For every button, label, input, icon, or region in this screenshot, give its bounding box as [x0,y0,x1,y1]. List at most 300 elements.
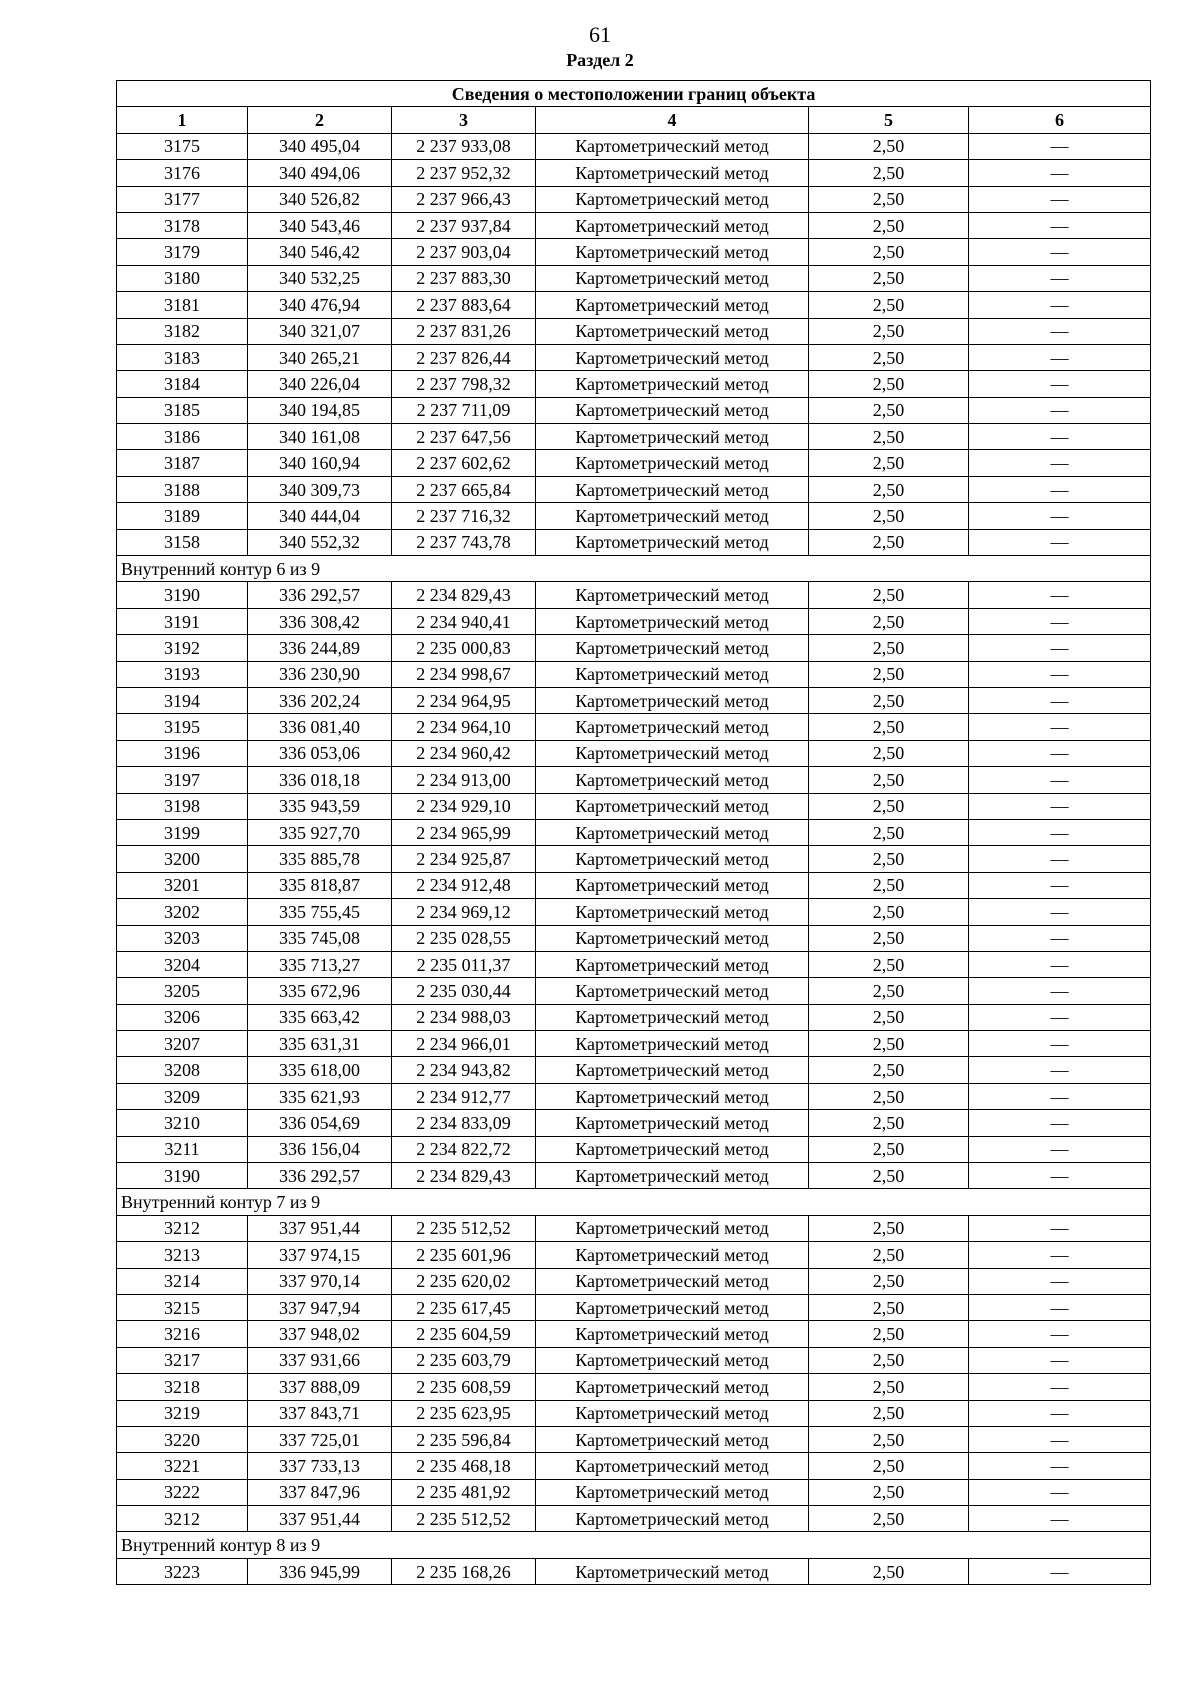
x-coordinate-cell: 337 725,01 [248,1426,392,1452]
method-cell: Картометрический метод [536,740,809,766]
x-coordinate-cell: 336 308,42 [248,608,392,634]
method-cell: Картометрический метод [536,582,809,608]
description-cell: — [969,1110,1151,1136]
accuracy-cell: 2,50 [809,1057,969,1083]
x-coordinate-cell: 340 309,73 [248,476,392,502]
contour-header-row [117,556,1151,582]
x-coordinate-cell: 336 054,69 [248,1110,392,1136]
table-row [117,951,1151,977]
point-number-cell: 3204 [117,951,248,977]
point-number-cell: 3219 [117,1400,248,1426]
description-cell: — [969,793,1151,819]
description-cell: — [969,1136,1151,1162]
description-cell: — [969,186,1151,212]
accuracy-cell: 2,50 [809,951,969,977]
description-cell: — [969,661,1151,687]
y-coordinate-cell: 2 237 966,43 [392,186,536,212]
table-row [117,1242,1151,1268]
contour-label: Внутренний контур 6 из 9 [117,556,1151,582]
y-coordinate-cell: 2 235 512,52 [392,1506,536,1532]
description-cell: — [969,239,1151,265]
accuracy-cell: 2,50 [809,687,969,713]
description-cell: — [969,1426,1151,1452]
y-coordinate-cell: 2 234 965,99 [392,819,536,845]
table-row [117,160,1151,186]
table-row [117,635,1151,661]
point-number-cell: 3158 [117,529,248,555]
description-cell: — [969,951,1151,977]
description-cell: — [969,714,1151,740]
y-coordinate-cell: 2 235 604,59 [392,1321,536,1347]
y-coordinate-cell: 2 234 822,72 [392,1136,536,1162]
description-cell: — [969,344,1151,370]
method-cell: Картометрический метод [536,1321,809,1347]
point-number-cell: 3189 [117,503,248,529]
x-coordinate-cell: 340 526,82 [248,186,392,212]
point-number-cell: 3185 [117,397,248,423]
method-cell: Картометрический метод [536,160,809,186]
accuracy-cell: 2,50 [809,424,969,450]
table-row [117,1558,1151,1584]
method-cell: Картометрический метод [536,292,809,318]
x-coordinate-cell: 340 321,07 [248,318,392,344]
x-coordinate-cell: 337 970,14 [248,1268,392,1294]
table-row [117,1453,1151,1479]
method-cell: Картометрический метод [536,503,809,529]
accuracy-cell: 2,50 [809,1242,969,1268]
accuracy-cell: 2,50 [809,529,969,555]
x-coordinate-cell: 335 713,27 [248,951,392,977]
y-coordinate-cell: 2 237 826,44 [392,344,536,370]
point-number-cell: 3211 [117,1136,248,1162]
table-row [117,1400,1151,1426]
x-coordinate-cell: 337 951,44 [248,1215,392,1241]
point-number-cell: 3187 [117,450,248,476]
accuracy-cell: 2,50 [809,1558,969,1584]
accuracy-cell: 2,50 [809,160,969,186]
method-cell: Картометрический метод [536,1242,809,1268]
point-number-cell: 3217 [117,1347,248,1373]
method-cell: Картометрический метод [536,1083,809,1109]
method-cell: Картометрический метод [536,1453,809,1479]
y-coordinate-cell: 2 234 969,12 [392,899,536,925]
method-cell: Картометрический метод [536,1215,809,1241]
method-cell: Картометрический метод [536,133,809,159]
x-coordinate-cell: 336 230,90 [248,661,392,687]
description-cell: — [969,1347,1151,1373]
table-row [117,793,1151,819]
y-coordinate-cell: 2 235 620,02 [392,1268,536,1294]
point-number-cell: 3209 [117,1083,248,1109]
table-row [117,767,1151,793]
point-number-cell: 3222 [117,1479,248,1505]
description-cell: — [969,1215,1151,1241]
method-cell: Картометрический метод [536,1558,809,1584]
method-cell: Картометрический метод [536,212,809,238]
accuracy-cell: 2,50 [809,1163,969,1189]
description-cell: — [969,1374,1151,1400]
method-cell: Картометрический метод [536,1506,809,1532]
accuracy-cell: 2,50 [809,503,969,529]
point-number-cell: 3213 [117,1242,248,1268]
y-coordinate-cell: 2 234 925,87 [392,846,536,872]
point-number-cell: 3190 [117,1163,248,1189]
x-coordinate-cell: 336 156,04 [248,1136,392,1162]
x-coordinate-cell: 340 546,42 [248,239,392,265]
description-cell: — [969,265,1151,291]
y-coordinate-cell: 2 234 929,10 [392,793,536,819]
x-coordinate-cell: 335 755,45 [248,899,392,925]
y-coordinate-cell: 2 234 829,43 [392,582,536,608]
x-coordinate-cell: 337 888,09 [248,1374,392,1400]
description-cell: — [969,1083,1151,1109]
accuracy-cell: 2,50 [809,925,969,951]
method-cell: Картометрический метод [536,978,809,1004]
column-number: 1 [117,107,248,133]
accuracy-cell: 2,50 [809,1426,969,1452]
y-coordinate-cell: 2 234 998,67 [392,661,536,687]
description-cell: — [969,1479,1151,1505]
method-cell: Картометрический метод [536,1347,809,1373]
point-number-cell: 3220 [117,1426,248,1452]
y-coordinate-cell: 2 234 960,42 [392,740,536,766]
y-coordinate-cell: 2 237 665,84 [392,476,536,502]
method-cell: Картометрический метод [536,793,809,819]
y-coordinate-cell: 2 237 602,62 [392,450,536,476]
x-coordinate-cell: 335 672,96 [248,978,392,1004]
point-number-cell: 3210 [117,1110,248,1136]
accuracy-cell: 2,50 [809,793,969,819]
point-number-cell: 3191 [117,608,248,634]
table-row [117,265,1151,291]
point-number-cell: 3205 [117,978,248,1004]
y-coordinate-cell: 2 235 000,83 [392,635,536,661]
accuracy-cell: 2,50 [809,265,969,291]
y-coordinate-cell: 2 234 913,00 [392,767,536,793]
y-coordinate-cell: 2 234 964,10 [392,714,536,740]
x-coordinate-cell: 340 543,46 [248,212,392,238]
table-row [117,186,1151,212]
point-number-cell: 3181 [117,292,248,318]
accuracy-cell: 2,50 [809,1374,969,1400]
accuracy-cell: 2,50 [809,239,969,265]
point-number-cell: 3206 [117,1004,248,1030]
table-row [117,344,1151,370]
table-row [117,687,1151,713]
method-cell: Картометрический метод [536,1400,809,1426]
table-row [117,925,1151,951]
accuracy-cell: 2,50 [809,476,969,502]
point-number-cell: 3180 [117,265,248,291]
accuracy-cell: 2,50 [809,371,969,397]
x-coordinate-cell: 336 053,06 [248,740,392,766]
table-row [117,1321,1151,1347]
point-number-cell: 3202 [117,899,248,925]
point-number-cell: 3212 [117,1215,248,1241]
accuracy-cell: 2,50 [809,344,969,370]
y-coordinate-cell: 2 235 030,44 [392,978,536,1004]
accuracy-cell: 2,50 [809,1294,969,1320]
column-number: 6 [969,107,1151,133]
accuracy-cell: 2,50 [809,1268,969,1294]
description-cell: — [969,160,1151,186]
description-cell: — [969,925,1151,951]
x-coordinate-cell: 336 292,57 [248,1163,392,1189]
accuracy-cell: 2,50 [809,318,969,344]
point-number-cell: 3214 [117,1268,248,1294]
point-number-cell: 3192 [117,635,248,661]
table-row [117,503,1151,529]
description-cell: — [969,740,1151,766]
y-coordinate-cell: 2 237 883,30 [392,265,536,291]
accuracy-cell: 2,50 [809,292,969,318]
description-cell: — [969,371,1151,397]
method-cell: Картометрический метод [536,925,809,951]
point-number-cell: 3190 [117,582,248,608]
y-coordinate-cell: 2 235 028,55 [392,925,536,951]
description-cell: — [969,133,1151,159]
description-cell: — [969,503,1151,529]
description-cell: — [969,1057,1151,1083]
point-number-cell: 3183 [117,344,248,370]
accuracy-cell: 2,50 [809,819,969,845]
accuracy-cell: 2,50 [809,740,969,766]
accuracy-cell: 2,50 [809,872,969,898]
accuracy-cell: 2,50 [809,133,969,159]
description-cell: — [969,1294,1151,1320]
table-row [117,1426,1151,1452]
y-coordinate-cell: 2 237 903,04 [392,239,536,265]
contour-header-row [117,1189,1151,1215]
point-number-cell: 3223 [117,1558,248,1584]
table-row [117,1004,1151,1030]
method-cell: Картометрический метод [536,186,809,212]
table-row [117,397,1151,423]
x-coordinate-cell: 337 947,94 [248,1294,392,1320]
column-number: 2 [248,107,392,133]
y-coordinate-cell: 2 234 833,09 [392,1110,536,1136]
x-coordinate-cell: 336 202,24 [248,687,392,713]
x-coordinate-cell: 340 265,21 [248,344,392,370]
x-coordinate-cell: 335 943,59 [248,793,392,819]
y-coordinate-cell: 2 235 603,79 [392,1347,536,1373]
point-number-cell: 3197 [117,767,248,793]
method-cell: Картометрический метод [536,1163,809,1189]
method-cell: Картометрический метод [536,476,809,502]
accuracy-cell: 2,50 [809,1400,969,1426]
x-coordinate-cell: 336 292,57 [248,582,392,608]
description-cell: — [969,1558,1151,1584]
accuracy-cell: 2,50 [809,1215,969,1241]
description-cell: — [969,819,1151,845]
table-row [117,318,1151,344]
column-number: 3 [392,107,536,133]
y-coordinate-cell: 2 237 716,32 [392,503,536,529]
table-row [117,872,1151,898]
method-cell: Картометрический метод [536,318,809,344]
description-cell: — [969,424,1151,450]
point-number-cell: 3218 [117,1374,248,1400]
point-number-cell: 3175 [117,133,248,159]
point-number-cell: 3177 [117,186,248,212]
point-number-cell: 3198 [117,793,248,819]
point-number-cell: 3194 [117,687,248,713]
y-coordinate-cell: 2 237 743,78 [392,529,536,555]
column-number-row [117,107,1151,133]
table-row [117,1479,1151,1505]
point-number-cell: 3201 [117,872,248,898]
method-cell: Картометрический метод [536,1004,809,1030]
method-cell: Картометрический метод [536,1479,809,1505]
table-row [117,1083,1151,1109]
contour-label: Внутренний контур 7 из 9 [117,1189,1151,1215]
method-cell: Картометрический метод [536,1057,809,1083]
x-coordinate-cell: 336 081,40 [248,714,392,740]
table-row [117,846,1151,872]
y-coordinate-cell: 2 237 831,26 [392,318,536,344]
accuracy-cell: 2,50 [809,1453,969,1479]
point-number-cell: 3179 [117,239,248,265]
accuracy-cell: 2,50 [809,1031,969,1057]
y-coordinate-cell: 2 234 943,82 [392,1057,536,1083]
method-cell: Картометрический метод [536,1110,809,1136]
description-cell: — [969,608,1151,634]
accuracy-cell: 2,50 [809,397,969,423]
accuracy-cell: 2,50 [809,661,969,687]
method-cell: Картометрический метод [536,635,809,661]
method-cell: Картометрический метод [536,1374,809,1400]
y-coordinate-cell: 2 234 940,41 [392,608,536,634]
table-row [117,1163,1151,1189]
table-row [117,714,1151,740]
description-cell: — [969,1268,1151,1294]
method-cell: Картометрический метод [536,450,809,476]
method-cell: Картометрический метод [536,846,809,872]
point-number-cell: 3195 [117,714,248,740]
point-number-cell: 3188 [117,476,248,502]
description-cell: — [969,1163,1151,1189]
table-row [117,212,1151,238]
y-coordinate-cell: 2 237 937,84 [392,212,536,238]
description-cell: — [969,978,1151,1004]
description-cell: — [969,529,1151,555]
method-cell: Картометрический метод [536,1268,809,1294]
method-cell: Картометрический метод [536,767,809,793]
description-cell: — [969,292,1151,318]
accuracy-cell: 2,50 [809,1506,969,1532]
method-cell: Картометрический метод [536,819,809,845]
y-coordinate-cell: 2 234 829,43 [392,1163,536,1189]
x-coordinate-cell: 340 532,25 [248,265,392,291]
x-coordinate-cell: 340 160,94 [248,450,392,476]
description-cell: — [969,767,1151,793]
accuracy-cell: 2,50 [809,212,969,238]
point-number-cell: 3207 [117,1031,248,1057]
page-number: 61 [589,22,611,47]
table-row [117,740,1151,766]
table-row [117,582,1151,608]
point-number-cell: 3182 [117,318,248,344]
x-coordinate-cell: 335 745,08 [248,925,392,951]
section-title: Раздел 2 [566,50,634,70]
point-number-cell: 3193 [117,661,248,687]
y-coordinate-cell: 2 235 168,26 [392,1558,536,1584]
accuracy-cell: 2,50 [809,1004,969,1030]
point-number-cell: 3196 [117,740,248,766]
x-coordinate-cell: 335 631,31 [248,1031,392,1057]
x-coordinate-cell: 336 018,18 [248,767,392,793]
accuracy-cell: 2,50 [809,1083,969,1109]
table-row [117,819,1151,845]
table-body [117,133,1151,1584]
x-coordinate-cell: 340 444,04 [248,503,392,529]
description-cell: — [969,872,1151,898]
point-number-cell: 3184 [117,371,248,397]
method-cell: Картометрический метод [536,714,809,740]
point-number-cell: 3186 [117,424,248,450]
y-coordinate-cell: 2 235 596,84 [392,1426,536,1452]
table-row [117,450,1151,476]
point-number-cell: 3203 [117,925,248,951]
y-coordinate-cell: 2 235 608,59 [392,1374,536,1400]
x-coordinate-cell: 340 495,04 [248,133,392,159]
point-number-cell: 3216 [117,1321,248,1347]
point-number-cell: 3212 [117,1506,248,1532]
y-coordinate-cell: 2 237 798,32 [392,371,536,397]
x-coordinate-cell: 340 194,85 [248,397,392,423]
y-coordinate-cell: 2 237 933,08 [392,133,536,159]
y-coordinate-cell: 2 235 601,96 [392,1242,536,1268]
accuracy-cell: 2,50 [809,714,969,740]
contour-header-row [117,1532,1151,1558]
table-row [117,1347,1151,1373]
table-caption: Сведения о местоположении границ объекта [117,81,1151,107]
x-coordinate-cell: 340 552,32 [248,529,392,555]
description-cell: — [969,1453,1151,1479]
description-cell: — [969,687,1151,713]
y-coordinate-cell: 2 234 966,01 [392,1031,536,1057]
y-coordinate-cell: 2 234 988,03 [392,1004,536,1030]
description-cell: — [969,318,1151,344]
description-cell: — [969,582,1151,608]
method-cell: Картометрический метод [536,265,809,291]
method-cell: Картометрический метод [536,1426,809,1452]
description-cell: — [969,1242,1151,1268]
accuracy-cell: 2,50 [809,1479,969,1505]
table-row [117,1031,1151,1057]
accuracy-cell: 2,50 [809,767,969,793]
accuracy-cell: 2,50 [809,186,969,212]
method-cell: Картометрический метод [536,661,809,687]
table-row [117,292,1151,318]
x-coordinate-cell: 340 226,04 [248,371,392,397]
method-cell: Картометрический метод [536,872,809,898]
x-coordinate-cell: 335 663,42 [248,1004,392,1030]
table-row [117,424,1151,450]
accuracy-cell: 2,50 [809,582,969,608]
description-cell: — [969,212,1151,238]
description-cell: — [969,1400,1151,1426]
description-cell: — [969,476,1151,502]
y-coordinate-cell: 2 235 512,52 [392,1215,536,1241]
description-cell: — [969,899,1151,925]
x-coordinate-cell: 337 843,71 [248,1400,392,1426]
description-cell: — [969,635,1151,661]
x-coordinate-cell: 335 927,70 [248,819,392,845]
table-row [117,529,1151,555]
point-number-cell: 3199 [117,819,248,845]
method-cell: Картометрический метод [536,529,809,555]
